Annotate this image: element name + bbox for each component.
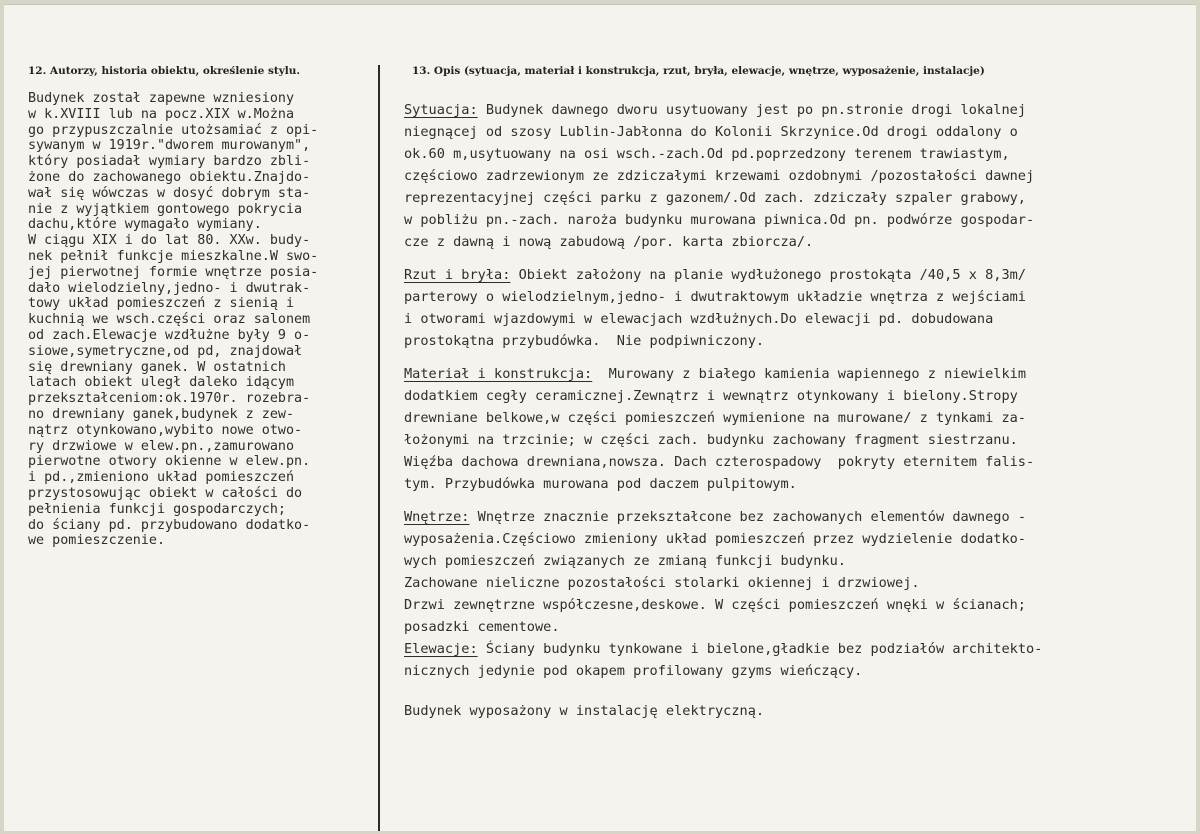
description-text: [404, 99, 1194, 733]
section-label: Materiał i konstrukcja:: [404, 366, 593, 382]
text-line: reprezentacyjnej części parku z gazonem/.Od zach. zdziczały szpaler grabowy,: [404, 190, 1026, 206]
column-divider: [378, 65, 380, 831]
text-line: częściowo zadrzewionym ze zdziczałymi krzewami ozdobnymi /pozostałości dawnej: [404, 168, 1035, 184]
paragraph-sytuacja: [404, 99, 1194, 253]
text-line: dodatkiem cegły ceramicznej.Zewnątrz i wewnątrz otynkowany i bielony.Stropy: [404, 388, 1018, 404]
text-line: pierwotne otwory okienne w elew.pn.: [28, 454, 311, 470]
paragraph-wnetrze: [404, 506, 1194, 638]
text-line: Rzut i bryła: Obiekt założony na planie wydłużonego prostokąta /40,5 x 8,3m/: [404, 267, 1027, 283]
text-line: parterowy o wielodzielnym,jedno- i dwutraktowym układzie wnętrza z wejściami: [404, 289, 1026, 305]
text-line: drewniane belkowe,w części pomieszczeń wymienione na murowane/ z tynkami za-: [404, 410, 1026, 426]
text-line: jej pierwotnej formie wnętrze posia-: [28, 264, 319, 280]
text-line: Zachowane nieliczne pozostałości stolarki okiennej i drzwiowej.: [404, 575, 920, 591]
text-line: we pomieszczenie.: [28, 533, 166, 549]
text-line: Materiał i konstrukcja: Murowany z białego kamienia wapiennego z niewielkim: [404, 366, 1027, 382]
text-line: Sytuacja: Budynek dawnego dworu usytuowany jest po pn.stronie drogi lokalnej: [404, 102, 1027, 118]
text-line: Więźba dachowa drewniana,nowsza. Dach czterospadowy pokryty eternitem falis-: [404, 454, 1035, 470]
text-line: kuchnią we wsch.części oraz salonem: [28, 312, 311, 328]
text-line: Elewacje: Ściany budynku tynkowane i bielone,gładkie bez podziałów architekto-: [404, 641, 1043, 657]
text-line: posadzki cementowe.: [404, 619, 560, 635]
paragraph-material-i-konstrukcja: [404, 363, 1194, 495]
text-line: nek pełnił funkcje mieszkalne.W swo-: [28, 248, 319, 264]
text-line: i pd.,zmieniono układ pomieszczeń: [28, 470, 295, 486]
text-line: towy układ pomieszczeń z sienią i: [28, 296, 295, 312]
text-line: pełnienia funkcji gospodarczych;: [28, 501, 286, 517]
section-label: Rzut i bryła:: [404, 267, 511, 283]
paragraph-rzut-i-bryla: [404, 264, 1194, 352]
text-line: od zach.Elewacje wzdłużne były 9 o-: [28, 327, 311, 343]
text-line: Budynek wyposażony w instalację elektryczną.: [404, 703, 765, 719]
paragraph-elewacje: [404, 638, 1194, 682]
section-label: Elewacje:: [404, 641, 478, 657]
text-line: wych pomieszczeń związanych ze zmianą funkcji budynku.: [404, 553, 846, 569]
text-line: cze z dawną i nową zabudową /por. karta zbiorcza/.: [404, 234, 814, 250]
section-13-header: 13. Opis (sytuacja, materiał i konstrukcja, rzut, bryła, elewacje, wnętrze, wyposażenie, instalacje): [412, 65, 985, 77]
text-line: sywanym w 1919r."dworem murowanym",: [28, 138, 311, 154]
text-line: ok.60 m,usytuowany na osi wsch.-zach.Od pd.poprzedzony terenem trawiastym,: [404, 146, 1010, 162]
inventory-card: [4, 4, 1196, 831]
text-line: ry drzwiowe w elew.pn.,zamurowano: [28, 438, 295, 454]
text-line: i otworami wjazdowymi w elewacjach wzdłużnych.Do elewacji pd. dobudowana: [404, 311, 994, 327]
text-line: niegnącej od szosy Lublin-Jabłonna do Kolonii Skrzynice.Od drogi oddalony o: [404, 124, 1018, 140]
paragraph-instalacje: [404, 700, 1194, 722]
text-line: się drewniany ganek. W ostatnich: [28, 359, 286, 375]
text-line: tym. Przybudówka murowana pod daczem pulpitowym.: [404, 476, 797, 492]
text-line: nątrz otynkowano,wybito nowe otwo-: [28, 422, 303, 438]
text-line: Wnętrze: Wnętrze znacznie przekształcone bez zachowanych elementów dawnego -: [404, 509, 1027, 525]
section-label: Sytuacja:: [404, 102, 478, 118]
text-line: łożonymi na trzcinie; w części zach. budynku zachowany fragment siestrzanu.: [404, 432, 1018, 448]
text-line: żone do zachowanego obiektu.Znajdo-: [28, 169, 311, 185]
text-line: nie z wyjątkiem gontowego pokrycia: [28, 201, 303, 217]
history-text: [28, 91, 378, 549]
text-line: wał się wówczas w dosyć dobrym sta-: [28, 185, 311, 201]
text-line: dachu,które wymagało wymiany.: [28, 217, 262, 233]
text-line: Budynek został zapewne wzniesiony: [28, 91, 295, 106]
text-line: W ciągu XIX i do lat 80. XXw. budy-: [28, 233, 311, 249]
text-line: siowe,symetryczne,od pd, znajdował: [28, 343, 303, 359]
text-line: nicznych jedynie pod okapem profilowany gzyms wieńczący.: [404, 663, 863, 679]
text-line: latach obiekt uległ daleko idącym: [28, 375, 295, 391]
text-line: wyposażenia.Częściowo zmieniony układ pomieszczeń przez wydzielenie dodatko-: [404, 531, 1026, 547]
text-line: w pobliżu pn.-zach. naroża budynku murowana piwnica.Od pn. podwórze gospodar-: [404, 212, 1035, 228]
text-line: prostokątna przybudówka. Nie podpiwniczony.: [404, 333, 765, 349]
section-label: Wnętrze:: [404, 509, 470, 525]
text-line: go przypuszczalnie utożsamiać z opi-: [28, 122, 319, 138]
text-line: przystosowując obiekt w całości do: [28, 485, 303, 501]
text-line: dało wielodzielny,jedno- i dwutrak-: [28, 280, 311, 296]
text-line: do ściany pd. przybudowano dodatko-: [28, 517, 311, 533]
text-line: który posiadał wymiary bardzo zbli-: [28, 154, 311, 170]
text-line: w k.XVIII lub na pocz.XIX w.Można: [28, 106, 295, 122]
section-12-header: 12. Autorzy, historia obiektu, określenie stylu.: [28, 65, 301, 77]
text-line: przekształceniom:ok.1970r. rozebra-: [28, 391, 311, 407]
text-line: Drzwi zewnętrzne współczesne,deskowe. W części pomieszczeń wnęki w ścianach;: [404, 597, 1026, 613]
text-line: no drewniany ganek,budynek z zew-: [28, 406, 295, 422]
